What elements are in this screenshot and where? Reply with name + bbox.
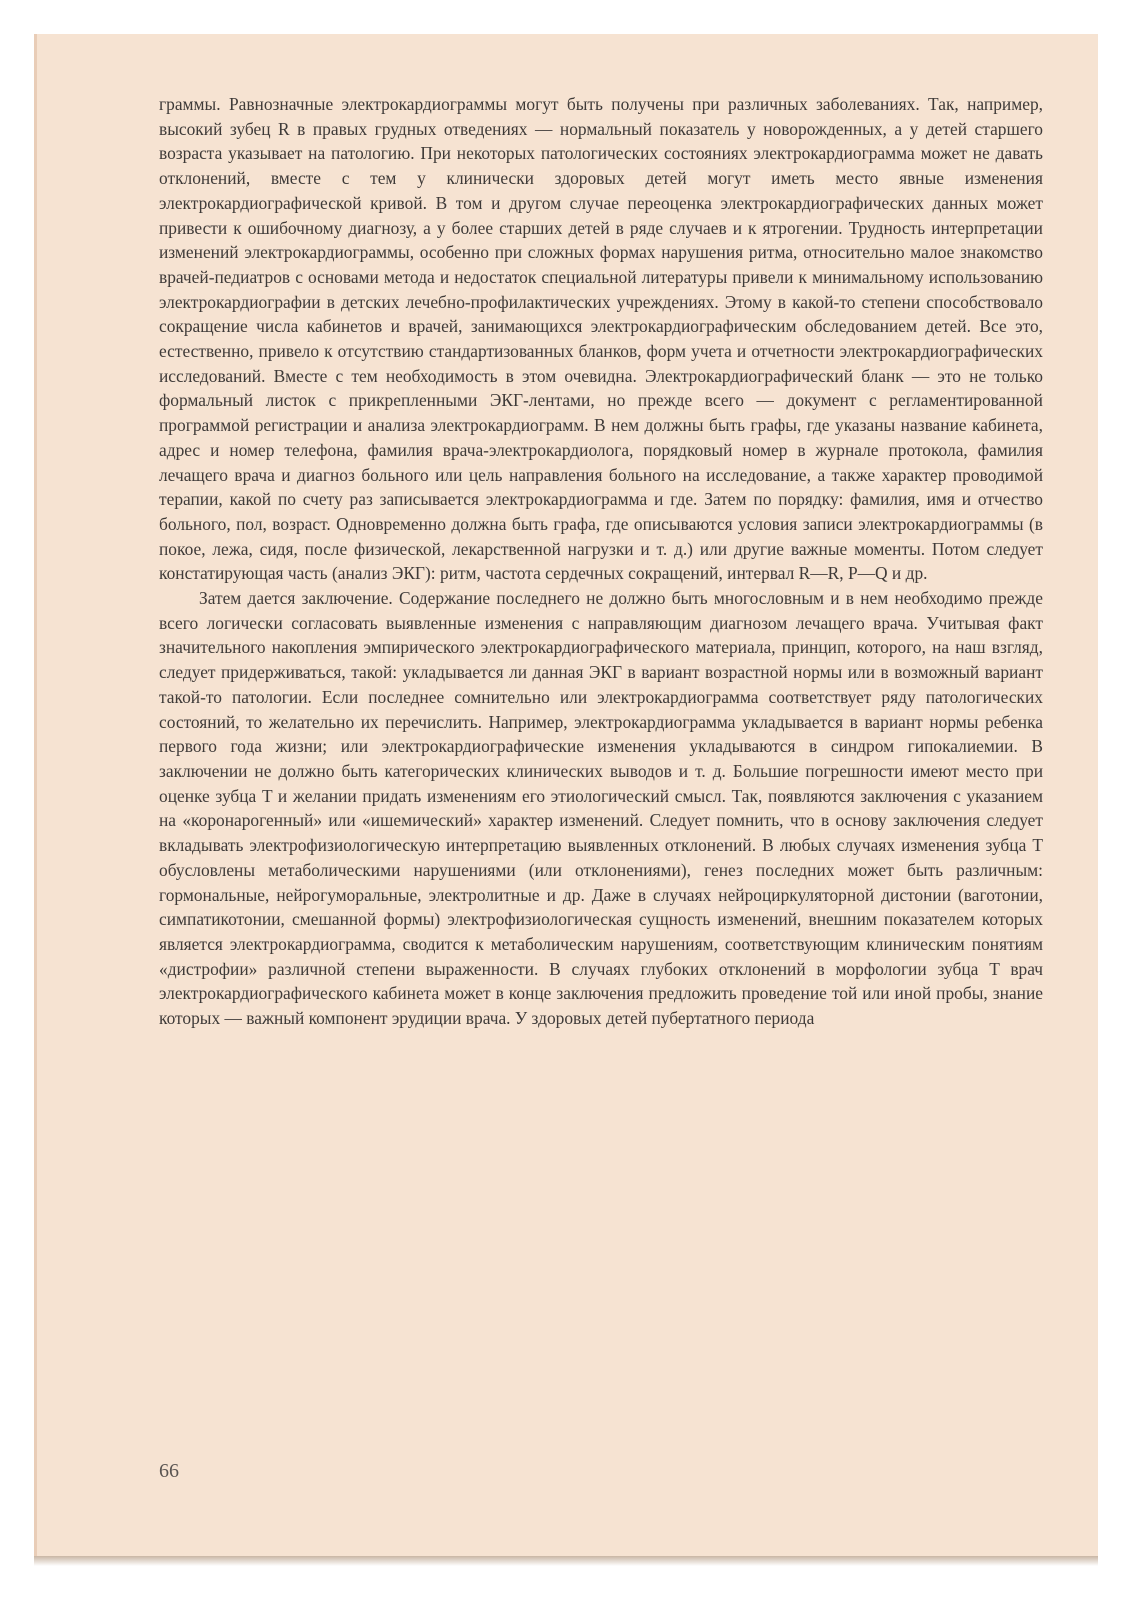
paragraph-1: граммы. Равнозначные электрокардиограммы могут быть получены при различных заболеваниях. Так, например, высокий зубец R в правых грудных отведениях — нормальный показатель у новорожденных, а у детей старшего возраста указывает на патологию. При некоторых патологических состояниях электрокардиограмма может не давать отклонений, вместе с тем у клинически здоровых детей могут иметь место явные изменения электрокардиографической кривой. В том и другом случае переоценка электрокардиографических данных может привести к ошибочному диагнозу, а у более старших детей в ряде случаев и к ятрогении. Трудность интерпретации изменений электрокардиограммы, особенно при сложных формах нарушения ритма, относительно малое знакомство врачей-педиатров с основами метода и недостаток специальной литературы привели к минимальному использованию электрокардиографии в детских лечебно-профилактических учреждениях. Этому в какой-то степени способствовало сокращение числа кабинетов и врачей, занимающихся электрокардиографическим обследованием детей. Все это, естественно, привело к отсутствию стандартизованных бланков, форм учета и отчетности электрокардиографических исследований. Вместе с тем необходимость в этом очевидна. Электрокардиографический бланк — это не только формальный листок с прикрепленными ЭКГ-лентами, но прежде всего — документ с регламентированной программой регистрации и анализа электрокардиограмм. В нем должны быть графы, где указаны название кабинета, адрес и номер телефона, фамилия врача-электрокардиолога, порядковый номер в журнале протокола, фамилия лечащего врача и диагноз больного или цель направления больного на исследование, а также характер проводимой терапии, какой по счету раз записывается электрокардиограмма и где. Затем по порядку: фамилия, имя и отчество больного, пол, возраст. Одновременно должна быть графа, где описываются условия записи электрокардиограммы (в покое, лежа, сидя, после физической, лекарственной нагрузки и т. д.) или другие важные моменты. Потом следует констатирующая часть (анализ ЭКГ): ритм, частота сердечных сокращений, интервал R—R, P—Q и др. — [159, 94, 1043, 584]
paragraph-2: Затем дается заключение. Содержание последнего не должно быть многословным и в нем необходимо прежде всего логически согласовать выявленные изменения с направляющим диагнозом лечащего врача. Учитывая факт значительного накопления эмпирического электрокардиографического материала, принцип, которого, на наш взгляд, следует придерживаться, такой: укладывается ли данная ЭКГ в вариант возрастной нормы или в возможный вариант такой-то патологии. Если последнее сомнительно или электрокардиограмма соответствует ряду патологических состояний, то желательно их перечислить. Например, электрокардиограмма укладывается в вариант нормы ребенка первого года жизни; или электрокардиографические изменения укладываются в синдром гипокалиемии. В заключении не должно быть категорических клинических выводов и т. д. Большие погрешности имеют место при оценке зубца T и желании придать изменениям его этиологический смысл. Так, появляются заключения с указанием на «коронарогенный» или «ишемический» характер изменений. Следует помнить, что в основу заключения следует вкладывать электрофизиологическую интерпретацию выявленных отклонений. В любых случаях изменения зубца T обусловлены метаболическими нарушениями (или отклонениями), генез последних может быть различным: гормональные, нейрогуморальные, электролитные и др. Даже в случаях нейроциркуляторной дистонии (ваготонии, симпатикотонии, смешанной формы) электрофизиологическая сущность изменений, внешним показателем которых является электрокардиограмма, сводится к метаболическим нарушениям, соответствующим клиническим понятиям «дистрофии» различной степени выраженности. В случаях глубоких отклонений в морфологии зубца T врач электрокардиографического кабинета может в конце заключения предложить проведение той или иной пробы, знание которых — важный компонент эрудиции врача. У здоровых детей пубертатного периода — [159, 588, 1043, 1029]
book-page — [34, 34, 1098, 1564]
page-text-body — [159, 92, 1043, 1031]
page-number: 66 — [159, 1460, 179, 1482]
page-edge-shadow — [34, 1556, 1098, 1566]
